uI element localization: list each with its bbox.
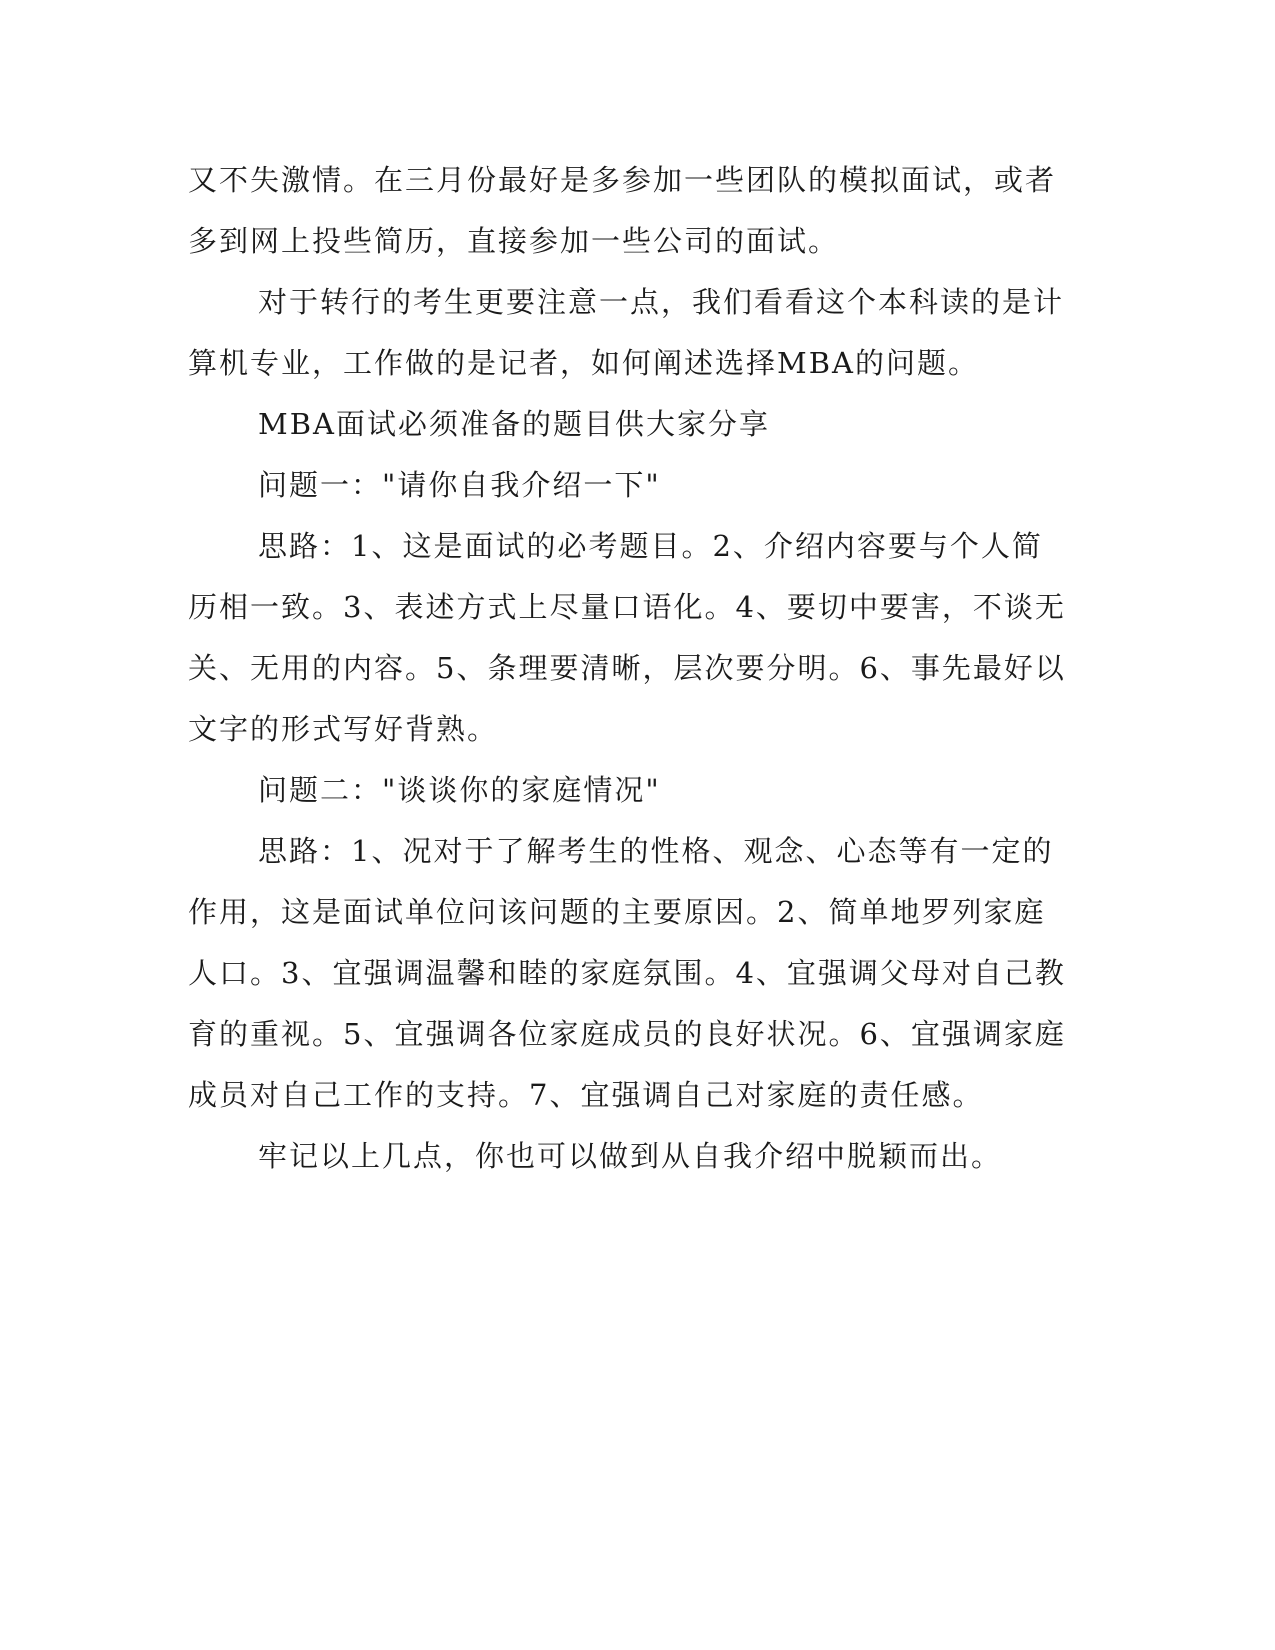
answer-two: 思路：1、况对于了解考生的性格、观念、心态等有一定的作用，这是面试单位问该问题的主要原因。2、简单地罗列家庭人口。3、宜强调温馨和睦的家庭氛围。4、宜强调父母对自己教育的重视。5、宜强调各位家庭成员的良好状况。6、宜强调家庭成员对自己工作的支持。7、宜强调自己对家庭的责任感。 [188,834,1066,1112]
question-one: 问题一："请你自我介绍一下" [258,468,661,502]
paragraph-continuation: 又不失激情。在三月份最好是多参加一些团队的模拟面试，或者多到网上投些简历，直接参加一些公司的面试。 [188,163,1057,258]
paragraph-conclusion: 牢记以上几点，你也可以做到从自我介绍中脱颖而出。 [258,1139,1003,1173]
document-body [188,150,1068,1187]
paragraph-section-heading: MBA面试必须准备的题目供大家分享 [258,407,770,441]
question-two: 问题二："谈谈你的家庭情况" [258,773,661,807]
answer-one: 思路：1、这是面试的必考题目。2、介绍内容要与个人简历相一致。3、表述方式上尽量口语化。4、要切中要害，不谈无关、无用的内容。5、条理要清晰，层次要分明。6、事先最好以文字的形式写好背熟。 [188,529,1066,746]
paragraph-career-change: 对于转行的考生更要注意一点，我们看看这个本科读的是计算机专业，工作做的是记者，如何阐述选择MBA的问题。 [188,285,1065,380]
